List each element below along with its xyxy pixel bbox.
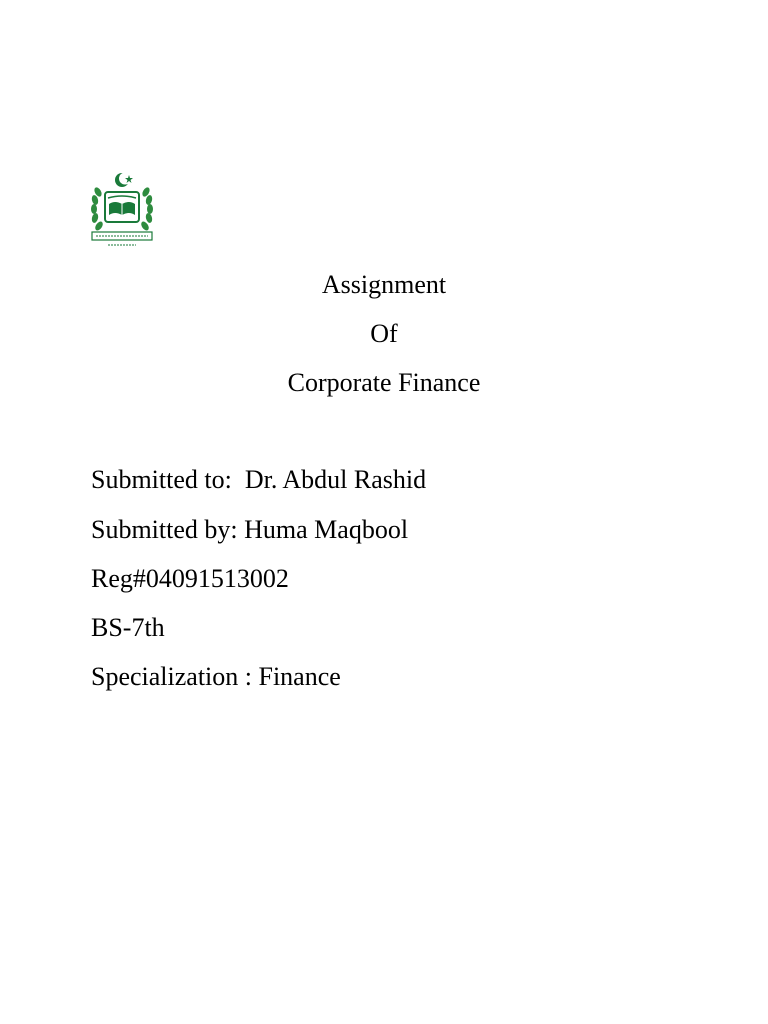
submitted-to: Submitted to: Dr. Abdul Rashid xyxy=(91,465,427,494)
semester: BS-7th xyxy=(91,613,165,642)
title-assignment: Assignment xyxy=(321,270,447,299)
university-crest-icon xyxy=(88,170,156,252)
submitted-by: Submitted by: Huma Maqbool xyxy=(91,515,409,544)
specialization: Specialization : Finance xyxy=(91,662,341,691)
registration-number: Reg#04091513002 xyxy=(91,564,289,593)
title-of: Of xyxy=(370,319,398,348)
title-subject: Corporate Finance xyxy=(287,368,481,397)
